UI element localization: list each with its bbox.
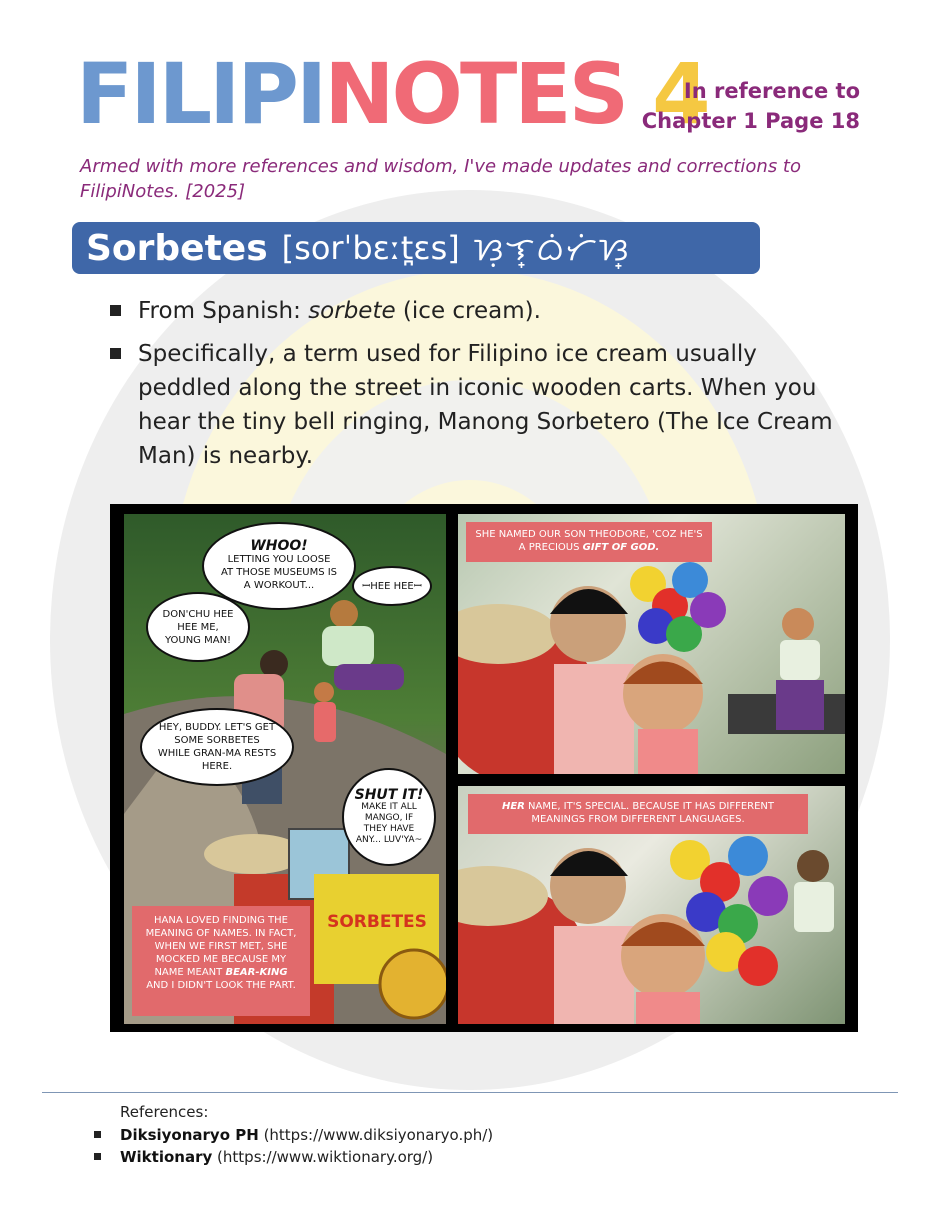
entry-baybayin: ᜐᜓᜎ᜔ᜊᜒᜆᜒᜐ᜔: [473, 229, 631, 268]
bullet-square-icon: [94, 1131, 101, 1138]
references-heading: References:: [120, 1103, 209, 1121]
footer-divider: [42, 1092, 898, 1093]
reference-line-2: Chapter 1 Page 18: [641, 109, 860, 133]
chapter-reference: [642, 76, 860, 136]
logo-notes: NOTES: [324, 45, 627, 143]
entry-pronunciation: [sorˈbɛːt̪ɛs]: [281, 229, 460, 267]
definition-item: Specifically, a term used for Filipino ice cream usually peddled along the street in iconic wooden carts. When you hear the tiny bell ringing, Manong Sorbetero (The Ice Cream Man) is nearby.: [110, 337, 850, 473]
bullet-square-icon: [94, 1153, 101, 1160]
definition-list: [110, 294, 850, 482]
speech-bubble-donchu: DON'CHU HEE HEE ME, YOUNG MAN!: [146, 592, 250, 662]
caption-theodore: SHE NAMED OUR SON THEODORE, 'COZ HE'S A PRECIOUS GIFT OF GOD.: [466, 522, 712, 562]
definition-item: From Spanish: sorbete (ice cream).: [110, 294, 850, 328]
reference-item: [92, 1124, 493, 1146]
entry-title-bar: [72, 222, 760, 274]
speech-bubble-shut-it: SHUT IT! MAKE IT ALL MANGO, IF THEY HAVE ANY... LUV'YA~: [342, 768, 436, 866]
comic-panel-2: [458, 514, 845, 774]
reference-name: Wiktionary: [120, 1148, 213, 1166]
filipinotes-logo: [76, 45, 708, 143]
logo-number: 4: [652, 45, 708, 143]
speech-bubble-whoo: WHOO! LETTING YOU LOOSE AT THOSE MUSEUMS IS A WORKOUT...: [202, 522, 356, 610]
reference-line-1: In reference to: [683, 79, 860, 103]
reference-url[interactable]: (https://www.diksiyonaryo.ph/): [263, 1126, 494, 1144]
entry-word: Sorbetes: [86, 227, 268, 269]
intro-note: Armed with more references and wisdom, I've made updates and corrections to FilipiNotes. [2025]: [80, 156, 801, 202]
logo-filipi: FILIPI: [76, 45, 325, 143]
reference-url[interactable]: (https://www.wiktionary.org/): [217, 1148, 434, 1166]
bullet-square-icon: [110, 305, 121, 316]
references-list: [92, 1124, 493, 1168]
caption-her-name: HER NAME, IT'S SPECIAL. BECAUSE IT HAS DIFFERENT MEANINGS FROM DIFFERENT LANGUAGES.: [468, 794, 808, 834]
comic-panel-1: [124, 514, 446, 1024]
reference-name: Diksiyonaryo PH: [120, 1126, 259, 1144]
speech-bubble-buddy: HEY, BUDDY. LET'S GET SOME SORBETES WHILE GRAN-MA RESTS HERE.: [140, 708, 294, 786]
speech-bubble-heehee: ꟷHEE HEEꟷ: [352, 566, 432, 606]
bullet-square-icon: [110, 348, 121, 359]
cart-sign: SORBETES: [327, 912, 427, 932]
reference-item: [92, 1146, 493, 1168]
comic-panel-3: [458, 786, 845, 1024]
comic-page: [110, 504, 858, 1032]
caption-hana-names: HANA LOVED FINDING THE MEANING OF NAMES. IN FACT, WHEN WE FIRST MET, SHE MOCKED ME BECAUSE MY NAME MEANT BEAR-KING AND I DIDN'T LOOK THE PART.: [132, 906, 310, 1016]
